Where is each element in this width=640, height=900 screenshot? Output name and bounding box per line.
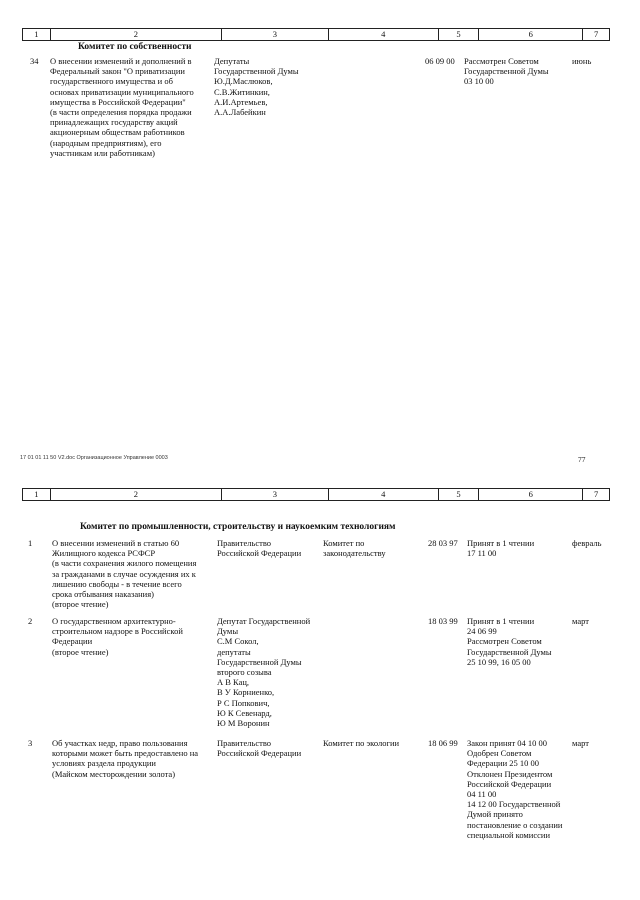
initiator: Правительство Российской Федерации (217, 738, 302, 759)
col-number: 5 (439, 489, 480, 500)
month: февраль (572, 538, 602, 548)
col-number: 4 (329, 29, 439, 40)
section-title: Комитет по промышленности, строительству и наукоемким технологиям (80, 522, 396, 532)
col-number: 7 (594, 489, 599, 499)
row-number: 34 (30, 56, 39, 66)
date: 06 09 00 (425, 56, 455, 66)
bill-title: Об участках недр, право пользования которыми может быть предоставлено на условиях раздела продукции (Майском месторождении золота) (52, 738, 199, 779)
column-number-row (22, 488, 610, 501)
bill-title: О внесении изменений в статью 60 Жилищного кодекса РСФСР (в части сохранения жилого помещения за гражданами в случае осуждения их к лишению свободы - в течение всего срока отбывания наказания) (второе чтение) (52, 538, 197, 610)
section-title: Комитет по собственности (78, 42, 192, 52)
month: март (572, 738, 589, 748)
col-number: 5 (439, 29, 480, 40)
file-footer: 17 01 01 11 50 V2.doc Организационное Управление 0003 (20, 455, 168, 461)
page-number: 77 (578, 455, 586, 464)
status: Принят в 1 чтении 24 06 99 Рассмотрен Советом Государственной Думы 25 10 99, 16 05 00 (467, 616, 552, 667)
bill-title: О государственном архитектурно- строительном надзоре в Российской Федерации (второе чтение) (52, 616, 183, 657)
status: Рассмотрен Советом Государственной Думы 03 10 00 (464, 56, 549, 87)
date: 28 03 97 (428, 538, 458, 548)
col-number: 3 (222, 489, 329, 500)
initiator: Депутаты Государственной Думы Ю.Д.Маслюков, С.В.Житинкин, А.И.Артемьев, А.А.Лабейкин (214, 56, 299, 118)
col-number: 2 (51, 489, 222, 500)
bill-title: О внесении изменений и дополнений в Федеральный закон "О приватизации государственного имущества и об основах приватизации муниципального имущества в Российской Федерации" (в части определения порядка продажи принадлежащих государству акций акционерным обществам работников (народным предприятиям), его участникам или работникам) (50, 56, 194, 158)
month: март (572, 616, 589, 626)
month: июнь (572, 56, 592, 66)
row-number: 3 (28, 738, 33, 748)
initiator: Депутат Государственной Думы С.М Сокол, депутаты Государственной Думы второго созыва А В Кац, В У Корниенко, Р С Попкович, Ю К Севенард, Ю М Воронин (217, 616, 311, 729)
row-number: 2 (28, 616, 33, 626)
date: 18 03 99 (428, 616, 458, 626)
col-number: 6 (479, 489, 583, 500)
row-number: 1 (28, 538, 33, 548)
col-number: 6 (479, 29, 583, 40)
date: 18 06 99 (428, 738, 458, 748)
column-number-row (22, 28, 610, 41)
status: Закон принят 04 10 00 Одобрен Советом Федерации 25 10 00 Отклонен Президентом Российской Федерации 04 11 00 14 12 00 Государственной Думой принято постановление о создании специальной комиссии (467, 738, 563, 840)
committee: Комитет по законодательству (323, 538, 386, 559)
committee: Комитет по экологии (323, 738, 400, 748)
status: Принят в 1 чтении 17 11 00 (467, 538, 535, 559)
initiator: Правительство Российской Федерации (217, 538, 302, 559)
col-number: 2 (51, 29, 222, 40)
col-number: 4 (329, 489, 439, 500)
col-number: 1 (23, 489, 51, 500)
col-number: 7 (594, 29, 599, 39)
col-number: 1 (23, 29, 51, 40)
col-number: 3 (222, 29, 329, 40)
